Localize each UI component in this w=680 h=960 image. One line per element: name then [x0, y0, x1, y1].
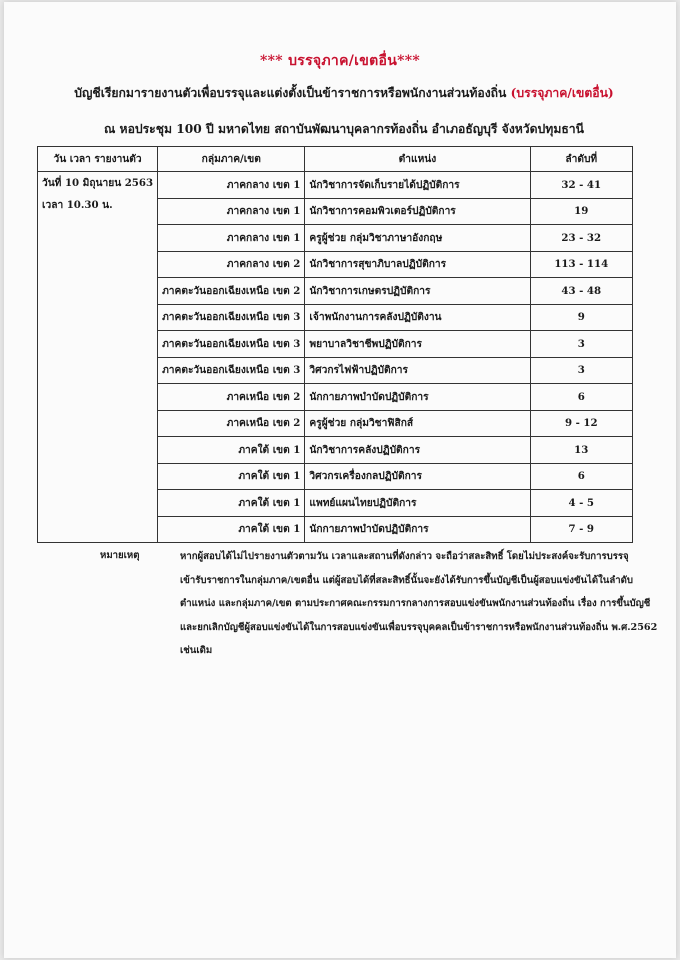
region-cell: ภาคกลาง เขต 1 [158, 225, 305, 252]
document-page [4, 2, 676, 958]
position-cell: ครูผู้ช่วย กลุ่มวิชาภาษาอังกฤษ [305, 225, 530, 252]
rank-cell: 9 - 12 [530, 410, 632, 437]
note-line: ตำแหน่ง และกลุ่มภาค/เขต ตามประกาศคณะกรรมการกลางการสอบแข่งขันพนักงานส่วนท้องถิ่น เรื่อง การขึ้นบัญชี [180, 598, 651, 609]
position-cell: วิศวกรเครื่องกลปฏิบัติการ [305, 463, 530, 490]
document-subtitle: ณ หอประชุม 100 ปี มหาดไทย สถาบันพัฒนาบุคลากรท้องถิ่น อำเภอธัญบุรี จังหวัดปทุมธานี [104, 122, 584, 136]
report-datetime-cell [38, 172, 158, 543]
rank-cell: 3 [530, 331, 632, 358]
position-cell: นักวิชาการเกษตรปฏิบัติการ [305, 278, 530, 305]
rank-cell: 3 [530, 357, 632, 384]
position-cell: นักกายภาพบำบัดปฏิบัติการ [305, 384, 530, 411]
rank-cell: 23 - 32 [530, 225, 632, 252]
document-title [44, 84, 644, 103]
rank-cell: 13 [530, 437, 632, 464]
rank-cell: 113 - 114 [530, 251, 632, 278]
schedule-table [37, 146, 633, 543]
position-cell: นักวิชาการสุขาภิบาลปฏิบัติการ [305, 251, 530, 278]
region-cell: ภาคใต้ เขต 1 [158, 463, 305, 490]
position-cell: นักวิชาการคลังปฏิบัติการ [305, 437, 530, 464]
header-report-time: วัน เวลา รายงานตัว [38, 147, 158, 172]
rank-cell: 19 [530, 198, 632, 225]
rank-cell: 9 [530, 304, 632, 331]
position-cell: นักกายภาพบำบัดปฏิบัติการ [305, 516, 530, 543]
document-header: *** บรรจุภาค/เขตอื่น*** [260, 53, 420, 69]
region-cell: ภาคตะวันออกเฉียงเหนือ เขต 2 [158, 278, 305, 305]
region-cell: ภาคกลาง เขต 2 [158, 251, 305, 278]
region-cell: ภาคใต้ เขต 1 [158, 437, 305, 464]
rank-cell: 7 - 9 [530, 516, 632, 543]
region-cell: ภาคเหนือ เขต 2 [158, 410, 305, 437]
rank-cell: 6 [530, 384, 632, 411]
region-cell: ภาคตะวันออกเฉียงเหนือ เขต 3 [158, 331, 305, 358]
note-line: เช่นเดิม [180, 645, 213, 656]
region-cell: ภาคเหนือ เขต 2 [158, 384, 305, 411]
region-cell: ภาคใต้ เขต 1 [158, 490, 305, 517]
region-cell: ภาคกลาง เขต 1 [158, 172, 305, 199]
rank-cell: 32 - 41 [530, 172, 632, 199]
report-date: วันที่ 10 มิถุนายน 2563 [42, 177, 154, 189]
table-header-row [38, 147, 633, 172]
rank-cell: 6 [530, 463, 632, 490]
note-line: และยกเลิกบัญชีผู้สอบแข่งขันได้ในการสอบแข่งขันเพื่อบรรจุบุคคลเป็นข้าราชการหรือพนักงานส่วนท้องถิ่น พ.ศ.2562 [180, 621, 658, 633]
table-row [38, 172, 633, 199]
position-cell: แพทย์แผนไทยปฏิบัติการ [305, 490, 530, 517]
document-title-red: (บรรจุภาค/เขตอื่น) [510, 86, 614, 100]
document-title-main: บัญชีเรียกมารายงานตัวเพื่อบรรจุและแต่งตั้งเป็นข้าราชการหรือพนักงานส่วนท้องถิ่น [74, 86, 507, 100]
region-cell: ภาคตะวันออกเฉียงเหนือ เขต 3 [158, 357, 305, 384]
region-cell: ภาคกลาง เขต 1 [158, 198, 305, 225]
note-line: หากผู้สอบได้ไม่ไปรายงานตัวตามวัน เวลาและสถานที่ดังกล่าว จะถือว่าสละสิทธิ์ โดยไม่ประสงค์จะรับการบรรจุ [180, 551, 629, 562]
position-cell: นักวิชาการคอมพิวเตอร์ปฏิบัติการ [305, 198, 530, 225]
header-region: กลุ่มภาค/เขต [158, 147, 305, 172]
region-cell: ภาคใต้ เขต 1 [158, 516, 305, 543]
note-text [180, 548, 660, 666]
rank-cell: 43 - 48 [530, 278, 632, 305]
header-rank: ลำดับที่ [530, 147, 632, 172]
table-body [38, 172, 633, 543]
position-cell: ครูผู้ช่วย กลุ่มวิชาฟิสิกส์ [305, 410, 530, 437]
position-cell: นักวิชาการจัดเก็บรายได้ปฏิบัติการ [305, 172, 530, 199]
rank-cell: 4 - 5 [530, 490, 632, 517]
note-line: เข้ารับราชการในกลุ่มภาค/เขตอื่น แต่ผู้สอบได้ที่สละสิทธิ์นั้นจะยังได้รับการขึ้นบัญชีเป็นผู้สอบแข่งขันได้ในลำดับ [180, 574, 633, 586]
position-cell: พยาบาลวิชาชีพปฏิบัติการ [305, 331, 530, 358]
position-cell: วิศวกรไฟฟ้าปฏิบัติการ [305, 357, 530, 384]
position-cell: เจ้าพนักงานการคลังปฏิบัติงาน [305, 304, 530, 331]
region-cell: ภาคตะวันออกเฉียงเหนือ เขต 3 [158, 304, 305, 331]
note-label: หมายเหตุ [100, 550, 140, 561]
header-position: ตำแหน่ง [305, 147, 530, 172]
report-time: เวลา 10.30 น. [42, 199, 113, 211]
